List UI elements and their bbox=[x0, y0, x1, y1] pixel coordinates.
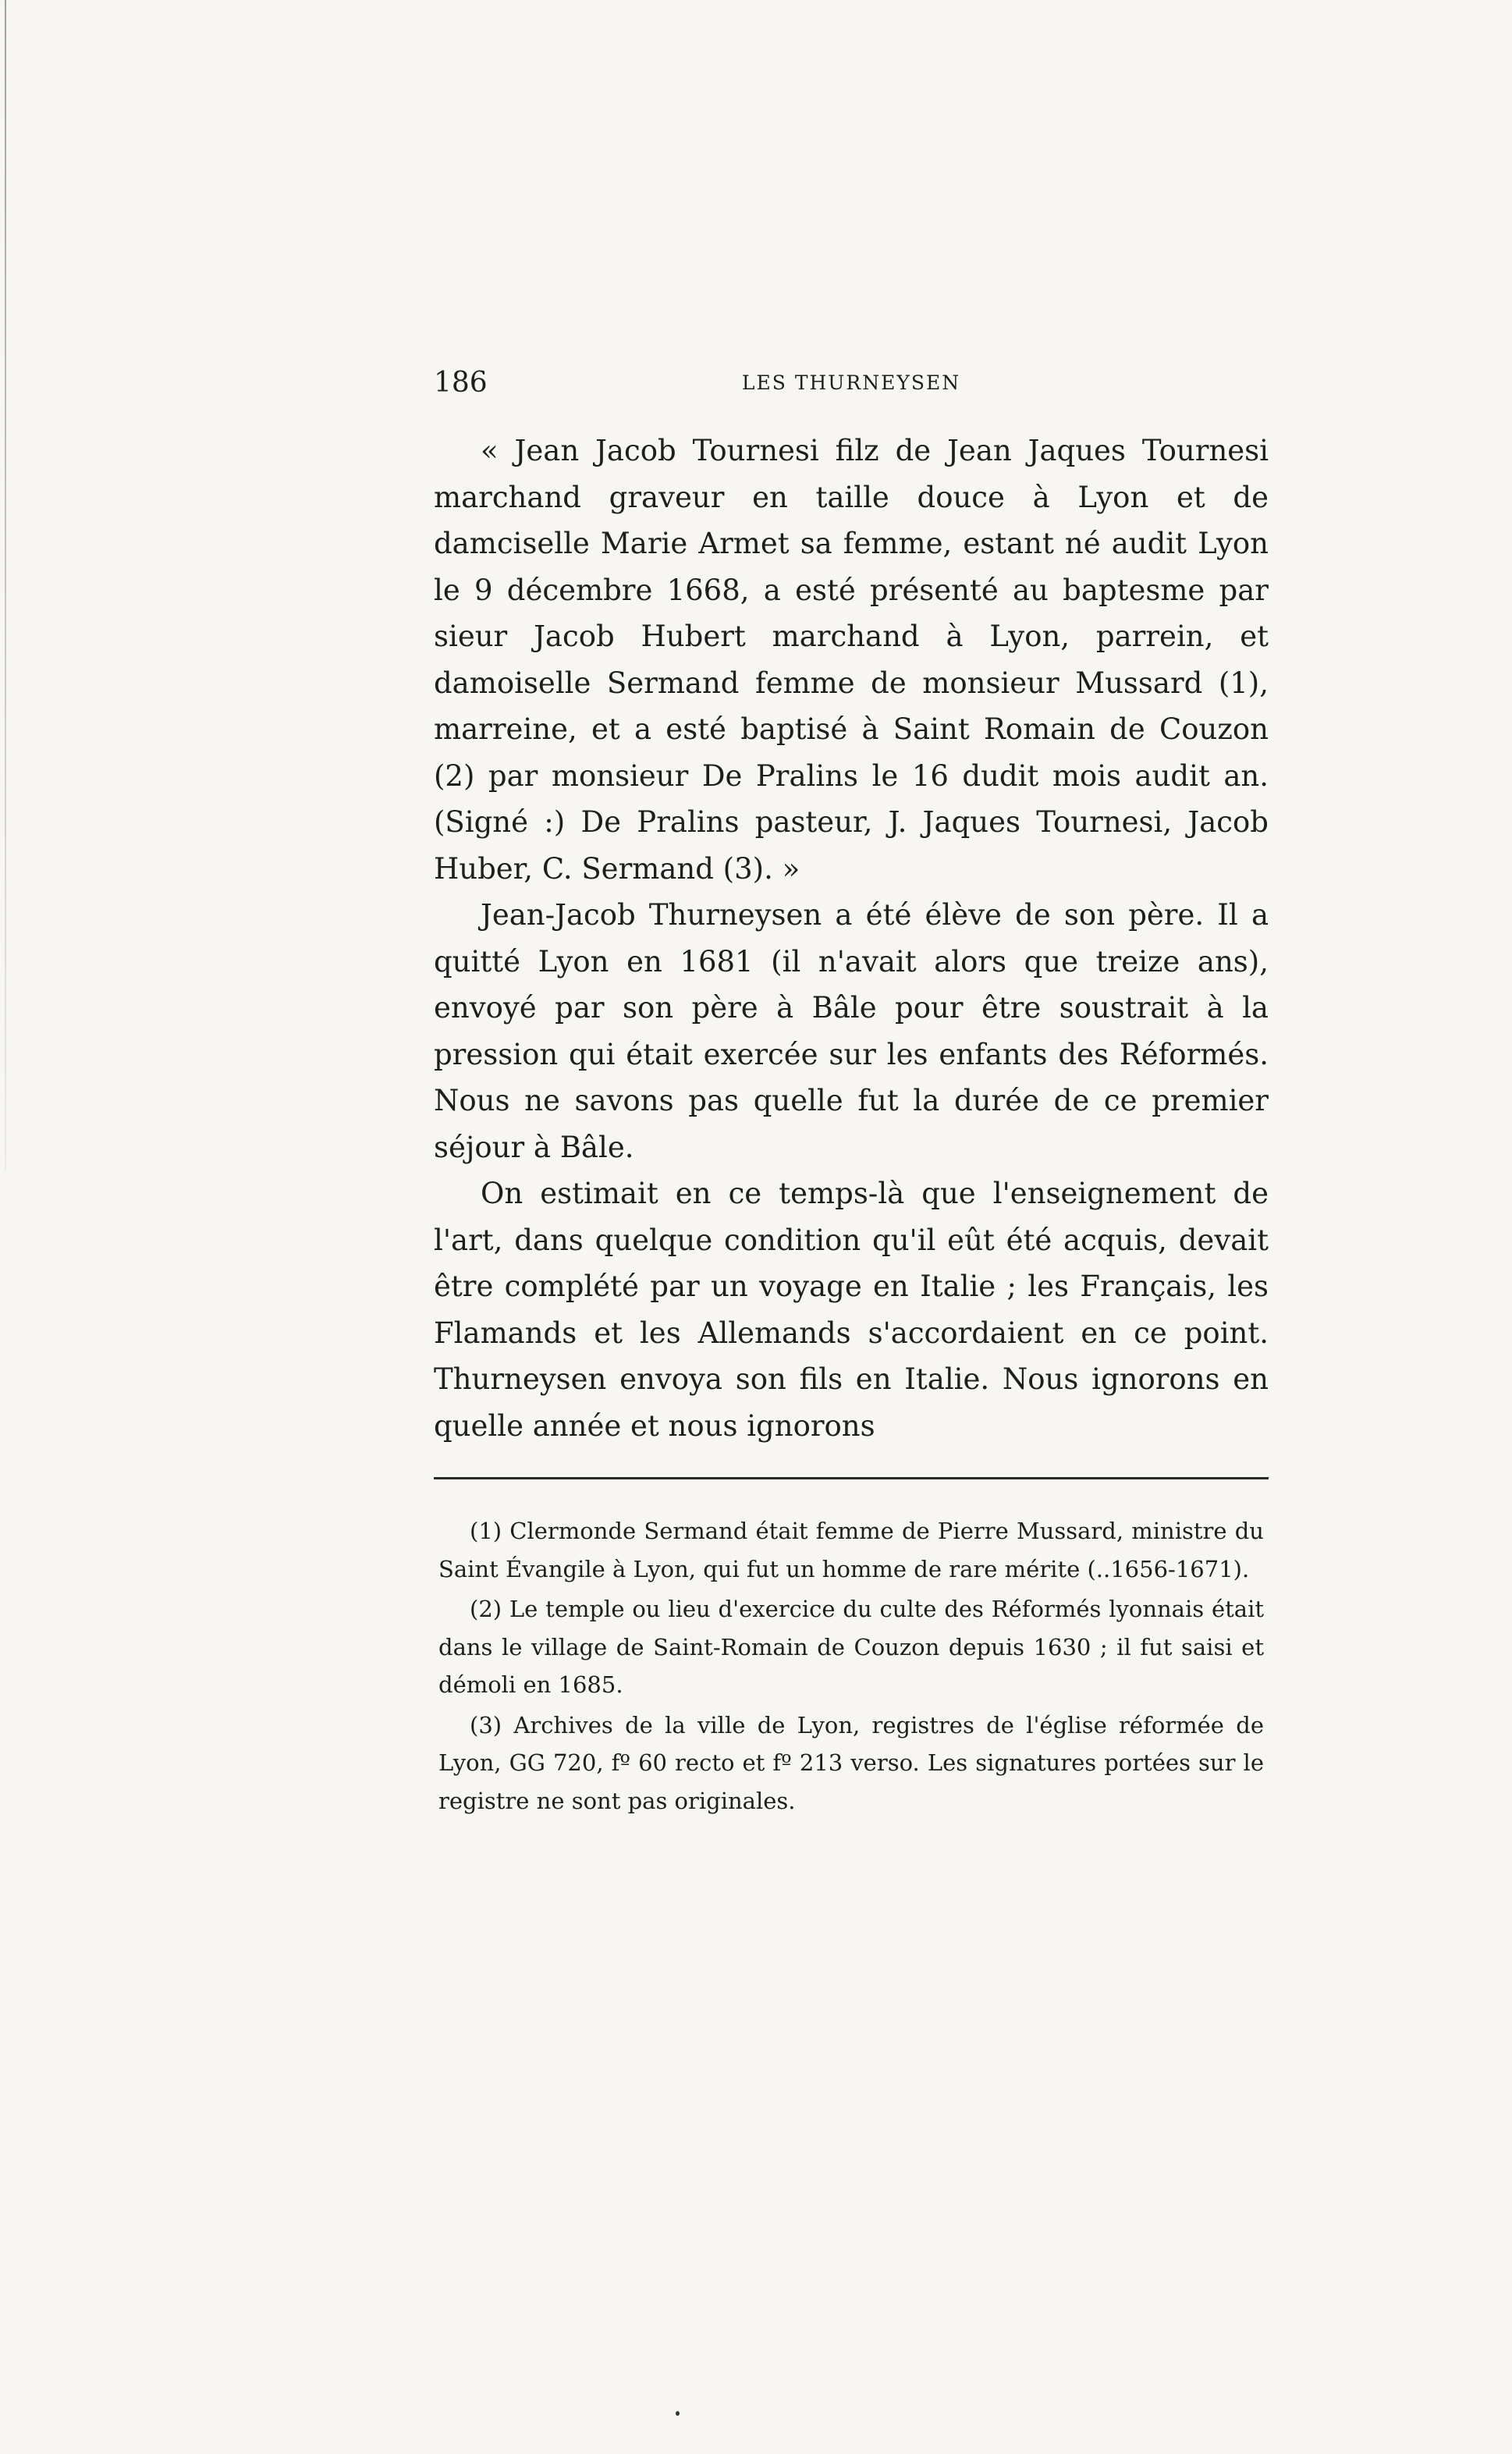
print-speck bbox=[676, 2411, 680, 2416]
paragraph-departure-basel: Jean-Jacob Thurneysen a été élève de son père. Il a quitté Lyon en 1681 (il n'avait alors que treize ans), envoyé par son père à Bâle pour être soustrait à la pression qui était exercée sur les enfants des Réformés. Nous ne savons pas quelle fut la durée de ce premier séjour à Bâle. bbox=[434, 898, 1269, 1164]
scan-edge-shadow bbox=[5, 0, 6, 1170]
paragraph-italy-voyage: On estimait en ce temps-là que l'enseignement de l'art, dans quelque condition qu'il eût été acquis, devait être complété par un voyage en Italie ; les Français, les Flamands et les Allemands s'accordaient en ce point. Thurneysen envoya son fils en Italie. Nous ignorons en quelle année et nous ignorons bbox=[434, 1177, 1269, 1443]
running-title: LES THURNEYSEN bbox=[741, 371, 961, 394]
footnotes bbox=[434, 1512, 1269, 1820]
paragraph-baptism-record: « Jean Jacob Tournesi filz de Jean Jaques Tournesi marchand graveur en taille douce à Lyon et de damciselle Marie Armet sa femme, estant né audit Lyon le 9 décembre 1668, a esté présenté au baptesme par sieur Jacob Hubert marchand à Lyon, parrein, et damoiselle Sermand femme de monsieur Mussard (1), marreine, et a esté baptisé à Saint Romain de Couzon (2) par monsieur De Pralins le 16 dudit mois audit an. (Signé :) De Pralins pasteur, J. Jaques Tournesi, Jacob Huber, C. Sermand (3). » bbox=[434, 434, 1269, 886]
page-number: 186 bbox=[434, 367, 488, 399]
footnote-3: (3) Archives de la ville de Lyon, registres de l'église réformée de Lyon, GG 720, fº 60 recto et fº 213 verso. Les signatures portées sur le registre ne sont pas originales. bbox=[438, 1711, 1264, 1814]
footnote-divider bbox=[434, 1477, 1269, 1479]
body-text bbox=[434, 428, 1269, 1449]
footnote-1: (1) Clermonde Sermand était femme de Pierre Mussard, ministre du Saint Évangile à Lyon, qui fut un homme de rare mérite (..1656-1671). bbox=[438, 1518, 1264, 1582]
footnote-2: (2) Le temple ou lieu d'exercice du culte des Réformés lyonnais était dans le village de Saint-Romain de Couzon depuis 1630 ; il fut saisi et démoli en 1685. bbox=[438, 1596, 1264, 1698]
running-head bbox=[434, 367, 1269, 406]
book-page bbox=[434, 367, 1269, 1822]
